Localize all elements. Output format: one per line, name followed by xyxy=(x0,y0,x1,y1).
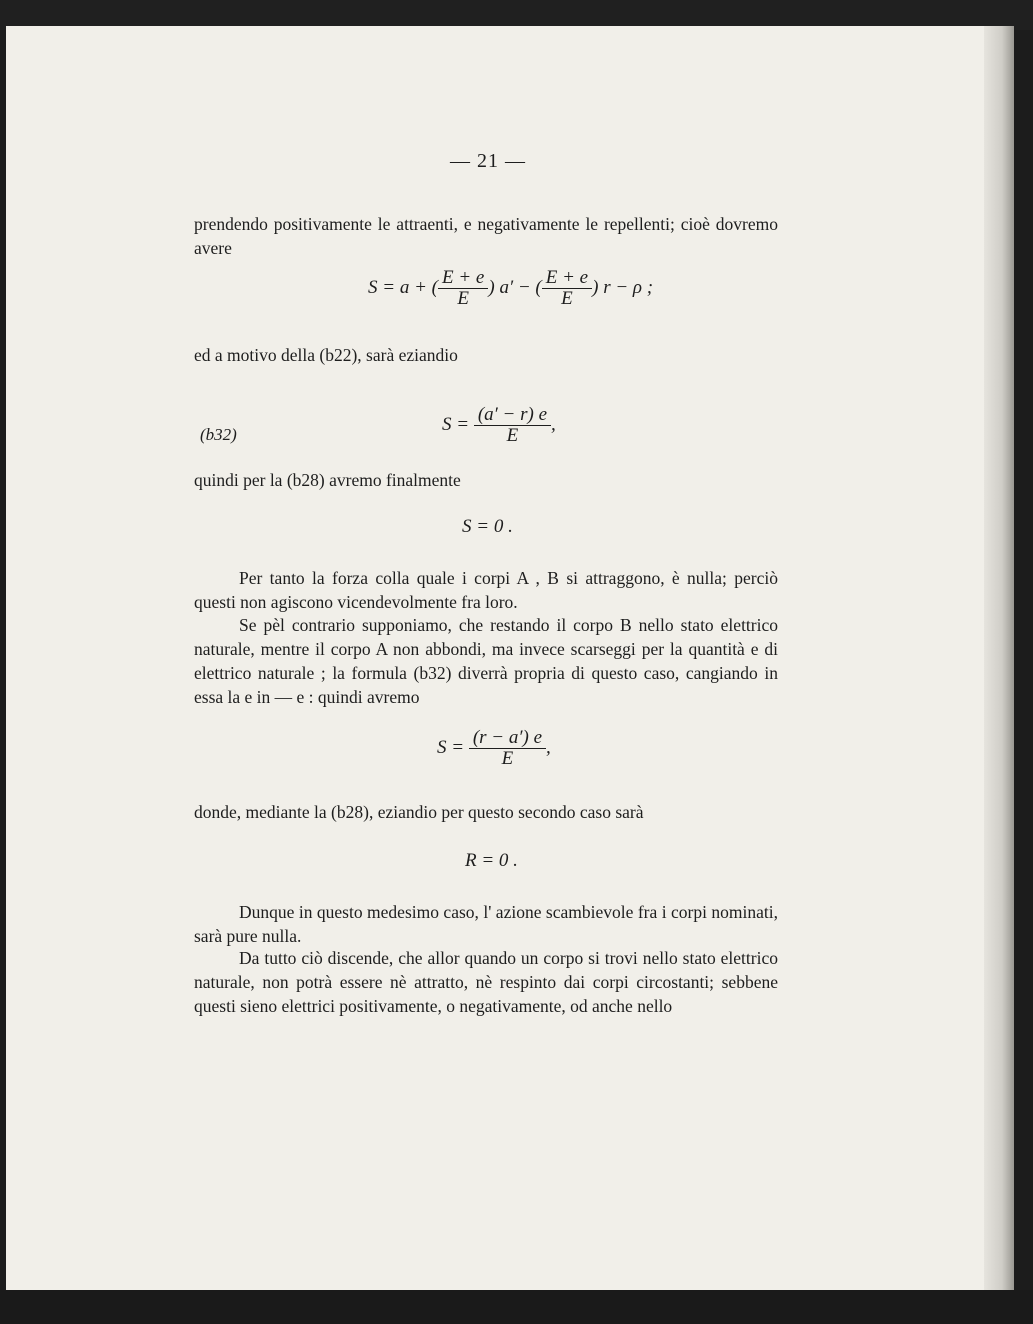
scan-bottom-border xyxy=(0,1290,1033,1324)
fraction: $\frac{(a' - r) e}{E}$ xyxy=(474,405,551,446)
equation-5: R = 0 . xyxy=(465,850,518,871)
fraction: $\frac{E + e}{E}$ xyxy=(438,268,488,309)
page-edge-shadow xyxy=(984,26,1014,1294)
paragraph-1: prendendo positivamente le attraenti, e negativamente le repellenti; cioè dovremo avere xyxy=(194,214,778,258)
fraction: $\frac{E + e}{E}$ xyxy=(542,268,592,309)
paragraph-5: Se pèl contrario supponiamo, che restando il corpo B nello stato elettrico naturale, mentre il corpo A non abbondi, ma invece scarseggi per la quantità e di elettrico naturale ; la formula (b32) diverrà propria di questo caso, cangiando in essa la e in — e : quindi avremo xyxy=(194,615,778,707)
paragraph-3: quindi per la (b28) avremo finalmente xyxy=(194,470,461,490)
paragraph-4: Per tanto la forza colla quale i corpi A , B si attraggono, è nulla; perciò questi non agiscono vicendevolmente fra loro. xyxy=(194,568,778,612)
paragraph-2: ed a motivo della (b22), sarà eziandio xyxy=(194,345,458,365)
fraction: $\frac{(r - a') e}{E}$ xyxy=(469,728,546,769)
paragraph-7: Dunque in questo medesimo caso, l' azione scambievole fra i corpi nominati, sarà pure nulla. xyxy=(194,902,778,946)
equation-1: S = a + ( $\frac{E + e}{E}$ ) a′ − ( $\frac{E + e}{E}$ ) r − ρ ; xyxy=(368,267,654,309)
paragraph-8: Da tutto ciò discende, che allor quando un corpo si trovi nello stato elettrico naturale, non potrà essere nè attratto, nè respinto dai corpi circostanti; sebbene questi sieno elettrici positivamente, o negativamente, od anche nello xyxy=(194,948,778,1016)
equation-2: S = $\frac{(a' - r) e}{E}$ , xyxy=(442,404,556,446)
equation-label: (b32) xyxy=(200,425,237,444)
page-number: — 21 — xyxy=(450,150,526,172)
equation-4: S = $\frac{(r - a') e}{E}$ , xyxy=(437,727,551,769)
paragraph-6: donde, mediante la (b28), eziandio per questo secondo caso sarà xyxy=(194,802,644,822)
equation-3: S = 0 . xyxy=(462,516,513,537)
